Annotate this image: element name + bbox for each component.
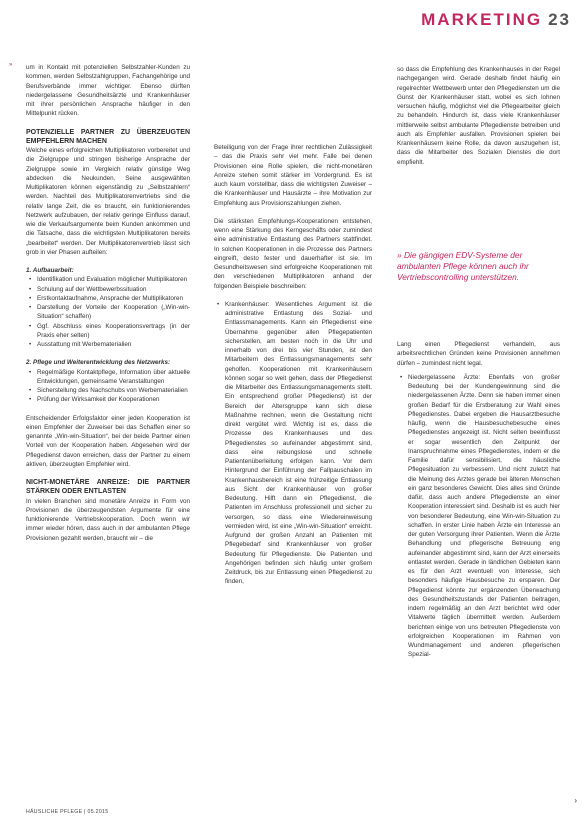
- list-item: • Niedergelassene Ärzte: Ebenfalls von großer Bedeutung bei der Kundengewinnung sind die niedergelassenen Ärzte. Denn sie haben immer einen großen Bedarf für die Erstberatung zur Wahl eines Pflegedienstes. Dabei ergeben die Hausarztbesuche häufig, wenn die Hausbesuchebesuche eines Pflegedienstes angezeigt ist. Nicht selten beeinflusst er sogar wesentlich den Zeitpunkt der Inanspruchnahme eines Pflegedienstes, indem er die Familie dafür sensibilisiert, die häusliche Pflegesituation zu verbessern. Und nicht zuletzt hat die Meinung des Arztes gerade bei älteren Menschen ein ganz besonderes Gewicht. Dies alles sind Gründe dafür, dass auch andere Pflegedienste an einer Kooperation interessiert sind. Deshalb ist es auch hier von besonderer Bedeutung, eine Win-win-Situation zu schaffen. In erster Linie haben Ärzte ein Interesse an der guten Versorgung ihrer Patienten. Wenn die Ärzte Behandlung und pflegerische Betreuung eng aufeinander abgestimmt sind, kann der Arzt einerseits entlastet werden. Gerade in ländlichen Gebieten kann es für den Arzt eventuell von Interesse, sich besonders häufige Hausbesuche zu ersparen. Der Pflegedienst könnte zur ergänzenden Überwachung des Gesundheitszustands der Patienten beitragen, indem regelmäßig an den Arzt berichtet wird oder Vitalwerte täglich übermittelt werden. Außerdem berichten einige von uns betreuten Pflegedienste von erfolgreichen Kooperationen im Rahmen von Wundmanagement und anderen pflegerischen Spezial-: [408, 373, 560, 660]
- col3-paragraph-2: Lang einen Pflegedienst verhandeln, aus arbeitsrechtlichen Gründen keine Provisionen annehmen dürfen – zumindest nicht legal.: [397, 341, 560, 367]
- col1-heading-2: NICHT-MONETÄRE ANREIZE: DIE PARTNER STÄRKEN ODER ENTLASTEN: [26, 479, 190, 496]
- list-item: • Prüfung der Wirksamkeit der Kooperationen: [37, 395, 190, 404]
- list-item: • Ggf. Abschluss eines Kooperationsvertrags (in der Praxis eher selten): [37, 322, 190, 341]
- page-number: 23: [548, 10, 571, 29]
- page-footer: HÄUSLICHE PFLEGE | 05.2015: [26, 809, 109, 815]
- list-item: • Sicherstellung des Nachschubs von Werbematerialien: [37, 386, 190, 395]
- list-item: • Erstkontaktaufnahme, Ansprache der Multiplikatoren: [37, 294, 190, 303]
- continuation-marker: »: [9, 62, 13, 68]
- column-2: [214, 143, 372, 587]
- col2-paragraph-2: Die stärksten Empfehlungs-Kooperationen entstehen, wenn eine Stärkung des Kerngeschäfts oder zumindest eine administrative Entlastung des Partners stattfindet. In solchen Kooperationen in die Prozesse des Partners eingreift, desto fester und dauerhafter ist sie. Im Gesundheitswesen sind erfolgreiche Kooperationen mit den verschiedenen Multiplikatoren anhand der folgenden Beispiele beschreiben:: [214, 217, 372, 290]
- column-3-lower: [397, 340, 560, 660]
- section-title: MARKETING: [421, 10, 543, 29]
- col1-paragraph-3: In vielen Branchen sind monetäre Anreize in Form von Provisionen die überzeugendsten Argumente für eine funktionierende Vertriebskooperation. Doch wenn wir immer wieder hören, dass auch in der ambulanten Pflege Provisionen gezahlt werden, braucht wir – die: [26, 497, 190, 542]
- col1-list-1: [26, 275, 190, 349]
- col1-subheading-2: 2. Pflege und Weiterentwicklung des Netzwerks:: [26, 359, 171, 367]
- column-3: [397, 65, 560, 167]
- col1-paragraph-1: Welche eines erfolgreichen Multiplikatoren vorbereitet und die Zielgruppe und stringen bisherige Ansprache der Zielgruppe sowie im Vergleich relativ günstige Weg abdecken die Neukunden. Seine ausgewählten Multiplikatoren können eigenständig zu „Selbstzahlern“ werden. Nachteil des Multiplikatorenvertriebs sind die relativ lange Zeit, die es braucht, ein funktionierendes Netzwerk aufzubauen, der relativ geringe Einfluss darauf, wie die Verkaufsargumente beim Kunden ankommen und die Tatsache, dass die wichtigsten Multiplikatoren bereits „bearbeitet“ werden. Der Multiplikatorenvertrieb lässt sich grob in vier Phasen aufteilen:: [26, 147, 190, 256]
- col1-intro: um in Kontakt mit potenziellen Selbstzahler-Kunden zu kommen, werden Selbstzahlgruppen, Fachangehörige und Berufsverbände immer wichtiger. Ebenso dürften niedergelassene Gesundheitsärzte und Krankenhäuser mit ihrer persönlichen Ansprache häufiger in den Mittelpunkt rücken.: [26, 64, 190, 118]
- list-item: • Identifikation und Evaluation möglicher Multiplikatoren: [37, 275, 190, 284]
- col2-paragraph-1: Beteiligung von der Frage ihrer rechtlichen Zulässigkeit – das die Praxis sehr viel mehr. Falle bei denen Provisionen eine Rolle spielen, die nicht-monetären Anreize stehen somit stärker im Vordergrund. Es ist auch kaum vorstellbar, dass die wichtigsten Zuweiser – die Krankenhäuser und Hausärzte – ihre Motivation zur Empfehlung aus Provisionszahlungen ziehen.: [214, 144, 372, 207]
- col1-paragraph-2: Entscheidender Erfolgsfaktor einer jeden Kooperation ist einen Empfehler der Zuweiser bei das Schaffen einer so genannte „Win-win-Situation“, bei der beide Partner einen Vorteil von der Kooperation haben. Abgesehen wird der Pflegedienst davon erreichen, dass der Partner zu einem aktiven, überzeugten Empfehler wird.: [26, 414, 190, 468]
- list-item: • Ausstattung mit Werbematerialien: [37, 340, 190, 349]
- list-item: • Schulung auf der Wettbewerbssituation: [37, 285, 190, 294]
- list-item: • Darstellung der Vorteile der Kooperation („Win-win-Situation“ schaffen): [37, 303, 190, 322]
- list-item: • Krankenhäuser: Wesentliches Argument ist die administrative Entlastung des Sozial- und Entlassmanagements. Kann ein Pflegedienst eine Übernahme gegenüber allen Pflegepatienten sicherstellen, am besten noch in die Uhr und innerhalb von drei bis vier Stunden, ist den Mitarbeitern des Entlassungsmanagements sehr geholfen. Kooperationen mit Krankenhäusern können sogar so weit gehen, dass der Pflegedienst die Mitarbeiter des Entlassungsmanagements stellt. Ein entsprechend großer Pflegedienst) ist der Bereich der Altersgruppe kann sich diese Maßnahme rechnen, wenn die Gestaltung nicht direkt vergütet wird. Wichtig ist es, dass die Prozesse des Krankenhauses und des Pflegedienstes so aufeinander abgestimmt sind, dass eine reibungslose und schnelle Patientenüberleitung erfolgen kann. Vor dem Hintergrund der Einführung der Fallpauschalen im Krankenhausbereich ist eine frühzeitige Entlassung aus Sicht der Krankenhäuser von großer Bedeutung. Hilft dann ein Pflegedienst, die Patienten im Anschluss professionell und sicher zu versorgen, so dass eine Wiedereinweisung vermieden wird, ist eine „Win-win-Situation“ erreicht. Aufgrund der großen Anzahl an Patienten mit Pflegebedarf sind Krankenhäuser von großer Bedeutung für Pflegedienste. Die Patienten und Angehörigen befinden sich häufig unter großem Zeitdruck, bis zur Entlassung einen Pflegedienst zu finden,: [225, 300, 372, 587]
- pull-quote: » Die gängigen EDV-Systeme der ambulanten Pflege können auch ihr Vertriebscontrolling unterstützen.: [397, 250, 529, 282]
- list-item: • Regelmäßige Kontaktpflege, Information über aktuelle Entwicklungen, gemeinsame Veranstaltungen: [37, 368, 190, 387]
- col2-list: [214, 300, 372, 587]
- page-header: [421, 10, 571, 30]
- column-1: [26, 63, 190, 543]
- continue-arrow-icon: ›: [574, 796, 577, 805]
- col1-heading-1: POTENZIELLE PARTNER ZU ÜBERZEUGTEN EMPFEHLERN MACHEN: [26, 128, 190, 145]
- col3-paragraph-1: so dass die Empfehlung des Krankenhauses in der Regel nachgegangen wird. Gerade deshalb findet häufig ein regelrechter Wettbewerb unter den Pflegediensten um die Gunst der Krankenhäuser statt, wobei es sich lohnen versuchen häufig, möglichst viel die Pflegearbeiter gleich zu behandeln. Hindurch ist, dass viele Krankenhäuser mittlerweile selbst ambulante Pflegedienste betreiben und auch als Empfehler ausfallen. Provisionen spielen bei Krankenhäusern keine Rolle, da davon auszugehen ist, dass die Mitarbeiter des Sozialen Dienstes die dort empfiehlt.: [397, 66, 560, 166]
- col3-list: [397, 373, 560, 660]
- col1-subheading-1: 1. Aufbauarbeit:: [26, 267, 74, 275]
- col1-list-2: [26, 368, 190, 405]
